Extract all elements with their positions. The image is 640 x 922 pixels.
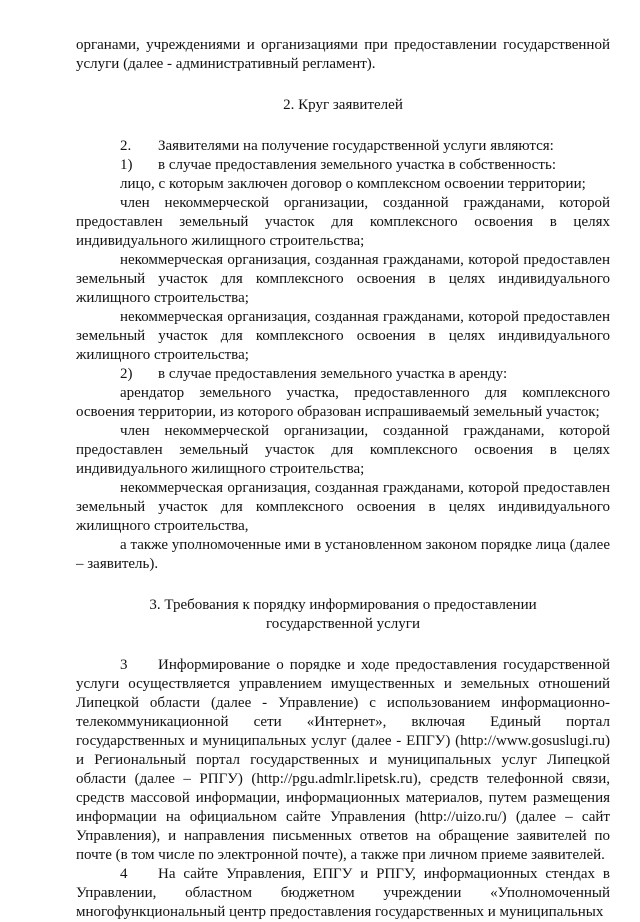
paragraph-3 [76, 656, 610, 865]
subitem-text: в случае предоставления земельного участка в аренду: [158, 366, 508, 382]
paragraph-number: 2. [120, 138, 132, 154]
list-item: член некоммерческой организации, созданной гражданами, которой предоставлен земельный участок для комплексного освоения в целях индивидуального жилищного строительства; [76, 195, 610, 249]
list-item: член некоммерческой организации, созданной гражданами, которой предоставлен земельный участок для комплексного освоения в целях индивидуального жилищного строительства; [76, 423, 610, 477]
paragraph-text: Информирование о порядке и ходе предоставления государственной услуги осуществляется управлением имущественных и земельных отношений Липецкой области (далее - Управление) с использованием информационно-телекоммуникационной сети «Интернет», включая Единый портал государственных и муниципальных услуг (далее - ЕПГУ) (http://www.gosuslugi.ru) и Региональный портал государственных и муниципальных услуг Липецкой области (далее – РПГУ) (http://pgu.admlr.lipetsk.ru), средств телефонной связи, средств массовой информации, информационных материалов, путем размещения информации на официальном сайте Управления (http://uizo.ru/) (далее – сайт Управления), и направления письменных ответов на обращение заявителей по почте (в том числе по электронной почте), а также при личном приеме заявителей. [76, 657, 610, 863]
section-3-heading: 3. Требования к порядку информирования о предоставлении [149, 597, 537, 613]
intro-paragraph: органами, учреждениями и организациями при предоставлении государственной услуги (далее - административный регламент). [76, 37, 610, 72]
list-item: некоммерческая организация, созданная гражданами, которой предоставлен земельный участок для комплексного освоения в целях индивидуального жилищного строительства; [76, 252, 610, 306]
paragraph-4 [76, 865, 610, 922]
section-3-heading-line-2: государственной услуги [266, 616, 420, 632]
list-item: некоммерческая организация, созданная гражданами, которой предоставлен земельный участок для комплексного освоения в целях индивидуального жилищного строительства; [76, 309, 610, 363]
closing-paragraph: а также уполномоченные ими в установленном законом порядке лица (далее – заявитель). [76, 537, 610, 572]
subitem-text: в случае предоставления земельного участка в собственность: [158, 157, 556, 173]
paragraph-number: 4 [120, 866, 128, 882]
paragraph-text: Заявителями на получение государственной услуги являются: [158, 138, 554, 154]
section-2-heading: 2. Круг заявителей [283, 97, 403, 113]
paragraph-number: 3 [120, 657, 128, 673]
subitem-1 [76, 156, 610, 175]
list-item: лицо, с которым заключен договор о комплексном освоении территории; [120, 176, 586, 192]
paragraph-text: На сайте Управления, ЕПГУ и РПГУ, информационных стендах в Управлении, областном бюджетном учреждении «Уполномоченный многофункциональный центр предоставления государственных и муниципальных [76, 866, 610, 920]
list-item: арендатор земельного участка, предоставленного для комплексного освоения территории, из которого образован испрашиваемый земельный участок; [76, 385, 610, 420]
paragraph-2 [76, 137, 610, 156]
subitem-number: 1) [120, 157, 133, 173]
list-item: некоммерческая организация, созданная гражданами, которой предоставлен земельный участок для комплексного освоения в целях индивидуального жилищного строительства, [76, 480, 610, 534]
subitem-number: 2) [120, 366, 133, 382]
subitem-2 [76, 365, 610, 384]
